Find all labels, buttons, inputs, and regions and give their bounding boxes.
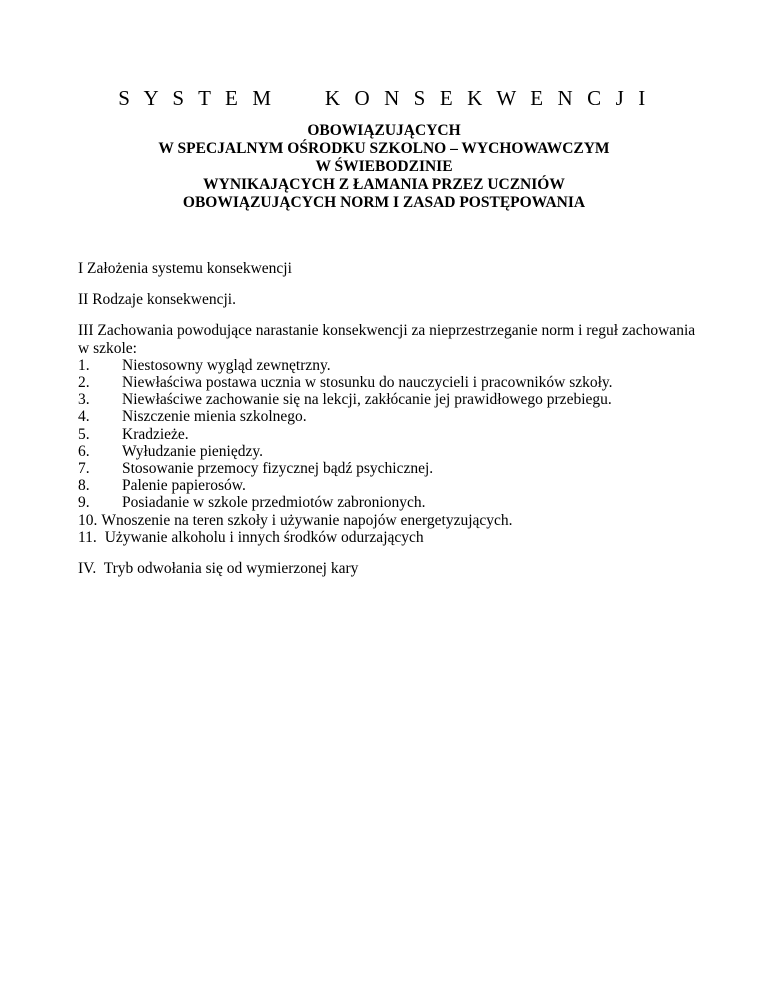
list-item-number: 9. [78, 494, 90, 512]
list-item-text: Stosowanie przemocy fizycznej bądź psychicznej. [122, 460, 434, 478]
list-item-number: 6. [78, 442, 90, 460]
list-item [78, 477, 698, 494]
document-subtitle [0, 122, 768, 212]
list-item-number: 2. [78, 374, 90, 392]
list-item [78, 408, 698, 425]
section-heading-i: I Założenia systemu konsekwencji [78, 260, 292, 277]
list-item-number: 4. [78, 408, 90, 426]
list-item-number: 3. [78, 391, 90, 409]
list-item-text: Wnoszenie na teren szkoły i używanie napojów energetyzujących. [101, 511, 513, 529]
list-item [78, 494, 698, 511]
list-item-text: Kradzieże. [122, 425, 189, 443]
list-item [78, 512, 698, 529]
list-item-text: Niestosowny wygląd zewnętrzny. [122, 356, 331, 374]
list-item [78, 374, 698, 391]
behavior-list [78, 357, 698, 546]
list-item-text: Niewłaściwe zachowanie się na lekcji, zakłócanie jej prawidłowego przebiegu. [122, 391, 612, 409]
list-item-text: Używanie alkoholu i innych środków odurzających [100, 528, 424, 546]
section-heading-iii: III Zachowania powodujące narastanie konsekwencji za nieprzestrzeganie norm i reguł zachowania w szkole: [78, 322, 696, 357]
subtitle-line: OBOWIĄZUJĄCYCH NORM I ZASAD POSTĘPOWANIA [182, 194, 586, 211]
section-heading-ii: II Rodzaje konsekwencji. [78, 291, 236, 309]
list-item-text: Posiadanie w szkole przedmiotów zabronionych. [122, 494, 426, 512]
list-item [78, 529, 698, 546]
document-body [78, 260, 698, 577]
section-heading-iv: IV. Tryb odwołania się od wymierzonej kary [78, 560, 359, 578]
subtitle-line: WYNIKAJĄCYCH Z ŁAMANIA PRZEZ UCZNIÓW [203, 176, 565, 193]
list-item-number: 11. [78, 528, 97, 546]
subtitle-line: OBOWIĄZUJĄCYCH [307, 122, 461, 139]
subtitle-line: W SPECJALNYM OŚRODKU SZKOLNO – WYCHOWAWCZYM [158, 140, 610, 157]
list-item-text: Wyłudzanie pieniędzy. [122, 442, 263, 460]
list-item-text: Palenie papierosów. [122, 477, 246, 495]
list-item-number: 10. [78, 511, 98, 529]
list-item [78, 443, 698, 460]
list-item-number: 5. [78, 425, 90, 443]
document-title: S Y S T E M K O N S E K W E N C J I [118, 86, 650, 110]
list-item [78, 391, 698, 408]
list-item [78, 460, 698, 477]
list-item-number: 1. [78, 356, 90, 374]
subtitle-line: W ŚWIEBODZINIE [315, 158, 453, 175]
list-item [78, 426, 698, 443]
list-item-text: Niewłaściwa postawa ucznia w stosunku do nauczycieli i pracowników szkoły. [122, 374, 613, 392]
list-item-number: 7. [78, 460, 90, 478]
list-item-text: Niszczenie mienia szkolnego. [122, 408, 307, 426]
list-item [78, 357, 698, 374]
list-item-number: 8. [78, 477, 90, 495]
